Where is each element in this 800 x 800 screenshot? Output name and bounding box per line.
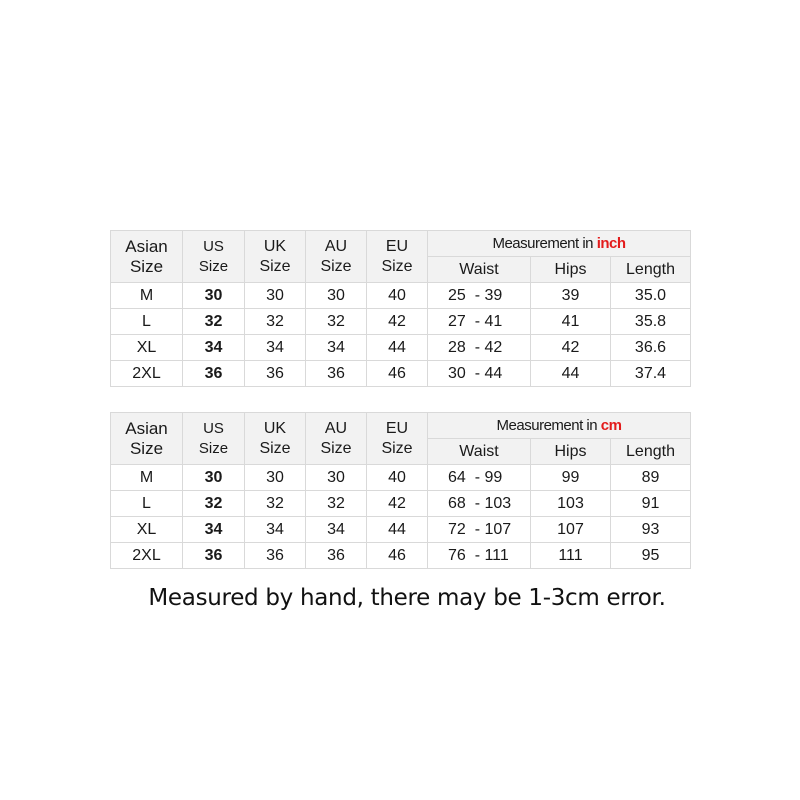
cell-hips: 41 <box>531 309 611 335</box>
measurement-label: Measurement in <box>492 234 597 252</box>
header-line: Size <box>259 257 291 275</box>
header-waist: Waist <box>428 439 531 465</box>
header-line: AU <box>324 237 348 255</box>
header-line: US <box>203 237 224 255</box>
cell-uk-size: 32 <box>245 491 306 517</box>
table-row <box>111 283 691 309</box>
header-line: Size <box>381 439 413 457</box>
header-eu-size <box>367 413 428 465</box>
cell-us-size: 34 <box>183 335 245 361</box>
cell-au-size: 32 <box>306 491 367 517</box>
cell-asian-size: 2XL <box>111 543 183 569</box>
cell-us-size: 30 <box>183 283 245 309</box>
cell-asian-size: M <box>111 283 183 309</box>
table-row <box>111 491 691 517</box>
header-line: Asian <box>125 418 168 438</box>
cell-us-size: 32 <box>183 491 245 517</box>
cell-hips: 39 <box>531 283 611 309</box>
cell-length: 93 <box>611 517 691 543</box>
table-row <box>111 361 691 387</box>
cell-us-size: 34 <box>183 517 245 543</box>
cell-waist: 30 - 44 <box>428 361 531 387</box>
header-au-size <box>306 413 367 465</box>
header-line: Size <box>320 257 352 275</box>
cell-uk-size: 30 <box>245 465 306 491</box>
cell-au-size: 36 <box>306 543 367 569</box>
table-row <box>111 335 691 361</box>
cell-waist: 72 - 107 <box>428 517 531 543</box>
cell-length: 95 <box>611 543 691 569</box>
cell-eu-size: 46 <box>367 361 428 387</box>
cell-hips: 44 <box>531 361 611 387</box>
header-uk-size <box>245 231 306 283</box>
header-au-size <box>306 231 367 283</box>
cell-hips: 42 <box>531 335 611 361</box>
header-asian-size <box>111 231 183 283</box>
cell-waist: 28 - 42 <box>428 335 531 361</box>
header-line: Size <box>129 438 164 458</box>
cell-au-size: 30 <box>306 283 367 309</box>
measurement-note: Measured by hand, there may be 1-3cm error. <box>148 585 666 611</box>
header-line: AU <box>324 419 348 437</box>
header-line: UK <box>263 419 287 437</box>
cell-uk-size: 36 <box>245 361 306 387</box>
header-line: EU <box>385 419 409 437</box>
header-waist: Waist <box>428 257 531 283</box>
cell-uk-size: 32 <box>245 309 306 335</box>
cell-uk-size: 30 <box>245 283 306 309</box>
measurement-unit: cm <box>600 416 622 434</box>
cell-waist: 25 - 39 <box>428 283 531 309</box>
cell-eu-size: 44 <box>367 335 428 361</box>
cell-length: 37.4 <box>611 361 691 387</box>
cell-uk-size: 34 <box>245 517 306 543</box>
header-line: US <box>203 419 224 437</box>
header-line: Size <box>381 257 413 275</box>
cell-hips: 111 <box>531 543 611 569</box>
cell-us-size: 36 <box>183 361 245 387</box>
cell-eu-size: 42 <box>367 309 428 335</box>
cell-length: 91 <box>611 491 691 517</box>
measurement-unit: inch <box>596 234 626 252</box>
cell-asian-size: M <box>111 465 183 491</box>
header-line: Size <box>320 439 352 457</box>
header-hips: Hips <box>531 439 611 465</box>
header-measurement <box>428 413 691 439</box>
cell-waist: 27 - 41 <box>428 309 531 335</box>
size-table-cm <box>110 412 691 569</box>
cell-hips: 107 <box>531 517 611 543</box>
table-row <box>111 465 691 491</box>
header-line: Size <box>129 256 164 276</box>
cell-length: 35.0 <box>611 283 691 309</box>
header-length: Length <box>611 439 691 465</box>
header-line: Size <box>198 439 229 457</box>
cell-length: 36.6 <box>611 335 691 361</box>
header-line: Asian <box>125 236 168 256</box>
cell-waist: 76 - 111 <box>428 543 531 569</box>
header-asian-size <box>111 413 183 465</box>
cell-eu-size: 40 <box>367 283 428 309</box>
cell-eu-size: 44 <box>367 517 428 543</box>
cell-au-size: 34 <box>306 335 367 361</box>
cell-asian-size: L <box>111 309 183 335</box>
cell-asian-size: XL <box>111 517 183 543</box>
cell-waist: 64 - 99 <box>428 465 531 491</box>
header-us-size <box>183 231 245 283</box>
header-eu-size <box>367 231 428 283</box>
cell-uk-size: 34 <box>245 335 306 361</box>
cell-us-size: 32 <box>183 309 245 335</box>
cell-length: 35.8 <box>611 309 691 335</box>
measurement-label: Measurement in <box>496 416 601 434</box>
cell-eu-size: 42 <box>367 491 428 517</box>
cell-us-size: 30 <box>183 465 245 491</box>
cell-au-size: 34 <box>306 517 367 543</box>
cell-uk-size: 36 <box>245 543 306 569</box>
cell-waist: 68 - 103 <box>428 491 531 517</box>
size-table-inch <box>110 230 691 387</box>
table-row <box>111 309 691 335</box>
header-line: Size <box>259 439 291 457</box>
cell-asian-size: L <box>111 491 183 517</box>
table-row <box>111 543 691 569</box>
cell-asian-size: XL <box>111 335 183 361</box>
cell-au-size: 32 <box>306 309 367 335</box>
cell-hips: 103 <box>531 491 611 517</box>
header-hips: Hips <box>531 257 611 283</box>
header-measurement <box>428 231 691 257</box>
header-uk-size <box>245 413 306 465</box>
cell-au-size: 36 <box>306 361 367 387</box>
cell-eu-size: 40 <box>367 465 428 491</box>
header-line: Size <box>198 257 229 275</box>
cell-au-size: 30 <box>306 465 367 491</box>
cell-hips: 99 <box>531 465 611 491</box>
cell-eu-size: 46 <box>367 543 428 569</box>
header-line: UK <box>263 237 287 255</box>
cell-us-size: 36 <box>183 543 245 569</box>
table-row <box>111 517 691 543</box>
cell-asian-size: 2XL <box>111 361 183 387</box>
header-length: Length <box>611 257 691 283</box>
cell-length: 89 <box>611 465 691 491</box>
header-us-size <box>183 413 245 465</box>
header-line: EU <box>385 237 409 255</box>
